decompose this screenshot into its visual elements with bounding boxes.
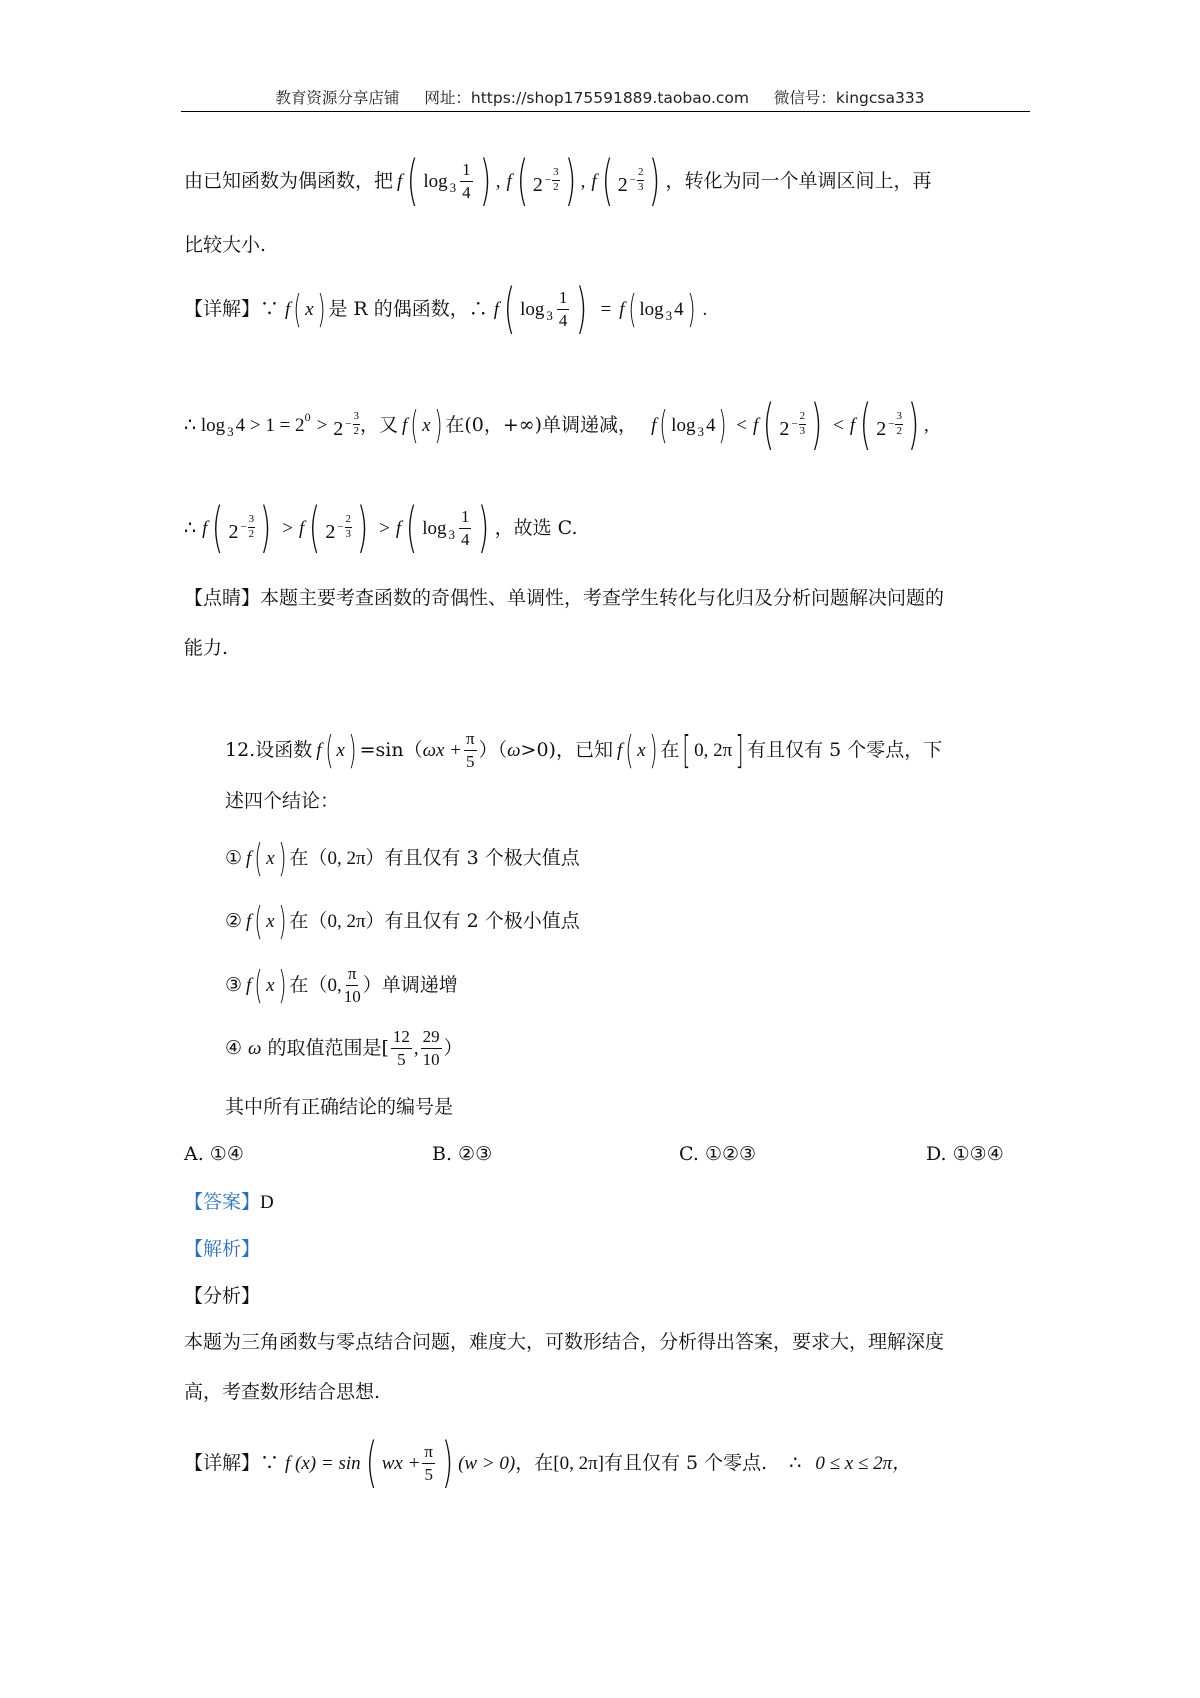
text: 有且仅有 5 个零点，下 xyxy=(747,738,943,761)
num: 1 xyxy=(459,508,472,529)
minus: − xyxy=(240,520,247,533)
fraction xyxy=(459,508,472,549)
exponent xyxy=(337,514,352,540)
option-c: C. ①②③ xyxy=(679,1143,757,1165)
math-interval: 0, 2π xyxy=(694,739,733,761)
question-stem xyxy=(225,727,942,773)
math-log: log xyxy=(639,298,664,320)
jiexi-tag: 【解析】 xyxy=(184,1238,261,1260)
exponent xyxy=(888,411,903,437)
paren-left: ( xyxy=(254,836,263,880)
den: 3 xyxy=(799,424,806,437)
den: 10 xyxy=(422,1049,440,1069)
paren-right: ) xyxy=(649,149,661,212)
paren-left: ( xyxy=(763,393,775,456)
exponent xyxy=(345,411,360,437)
fraction xyxy=(799,411,807,437)
math-lt: < xyxy=(736,414,747,436)
paren-left: ( xyxy=(410,403,419,447)
math-omega-x: ωx + xyxy=(422,739,462,761)
text: ② xyxy=(225,909,243,932)
num: 1 xyxy=(460,161,473,182)
math-x: x xyxy=(637,739,646,761)
text: ）单调递增 xyxy=(362,973,458,996)
period: . xyxy=(702,298,708,320)
math-eq: = xyxy=(600,298,612,320)
answer-tag: 【答案】 xyxy=(184,1191,261,1213)
paren-right: ) xyxy=(277,899,287,943)
line-5 xyxy=(184,496,578,559)
paren-left: ( xyxy=(625,728,634,772)
text: 是 R 的偶函数，∴ xyxy=(328,297,488,320)
answer-line xyxy=(184,1193,274,1212)
paren-left: ( xyxy=(503,277,516,340)
math-x: x xyxy=(266,910,275,932)
den: 4 xyxy=(460,529,470,549)
paren-right: ) xyxy=(576,277,588,340)
therefore: ∴ xyxy=(184,517,197,539)
num: 3 xyxy=(895,411,903,425)
math-four: 4 xyxy=(705,414,716,436)
paren-right: ) xyxy=(810,393,823,456)
paren-left: ( xyxy=(859,393,872,456)
base: 2 xyxy=(325,521,336,543)
num: π xyxy=(464,730,477,751)
paren-left: ( xyxy=(324,728,333,772)
fraction xyxy=(353,411,361,437)
den: 10 xyxy=(343,986,361,1006)
num: 3 xyxy=(552,167,560,181)
bracket-left: [ xyxy=(682,728,691,772)
math-sub: 3 xyxy=(665,307,673,323)
minus: − xyxy=(629,173,636,186)
conclusion-4 xyxy=(225,1025,463,1071)
minus: − xyxy=(337,520,344,533)
math-f: f xyxy=(202,517,208,539)
text: ）有且仅有 2 个极小值点 xyxy=(365,909,580,932)
line-2: 比较大小. xyxy=(184,234,267,256)
power xyxy=(779,411,806,439)
line-4 xyxy=(184,393,929,456)
text: ，转化为同一个单调区间上，再 xyxy=(665,169,932,192)
header-wechat: 微信号：kingcsa333 xyxy=(773,89,925,107)
den: 5 xyxy=(466,751,475,771)
paren-right: ) xyxy=(686,287,696,331)
power xyxy=(333,411,360,439)
paren-left: ( xyxy=(254,963,263,1007)
exponent xyxy=(545,167,560,193)
paren-right: ) xyxy=(907,393,920,456)
base: 2 xyxy=(228,521,239,543)
text: 由已知函数为偶函数，把 xyxy=(184,169,394,192)
math-f: f xyxy=(591,170,597,192)
text: ，又 xyxy=(360,413,399,436)
option-d: D. ①③④ xyxy=(926,1143,1004,1165)
header-url: 网址：https://shop175591889.taobao.com xyxy=(424,89,749,107)
line-3 xyxy=(184,277,708,340)
text: ） xyxy=(443,1036,463,1059)
fraction xyxy=(421,1028,442,1069)
text: ）有且仅有 3 个极大值点 xyxy=(365,846,580,869)
text: 在（ xyxy=(289,846,328,869)
math-four: 4 xyxy=(674,298,684,320)
math-log: log xyxy=(423,170,448,192)
fraction xyxy=(345,514,353,540)
comma: , xyxy=(580,170,586,192)
paren-left: ( xyxy=(627,287,636,331)
fraction xyxy=(895,411,903,437)
den: 2 xyxy=(553,180,559,193)
paren-right: ) xyxy=(479,149,491,212)
math-f: f xyxy=(298,517,305,539)
text: 在(0，+∞)单调递减， xyxy=(445,413,638,436)
paren-right: ) xyxy=(356,496,369,559)
comma: , xyxy=(495,170,501,192)
math-sub: 3 xyxy=(227,423,234,439)
text: 的取值范围是[ xyxy=(267,1036,389,1059)
text: 【详解】∵ xyxy=(184,1451,280,1474)
text: =sin（ xyxy=(359,738,423,761)
num: π xyxy=(346,965,359,986)
therefore: ∴ xyxy=(789,1452,802,1474)
math-cond: (w > 0) xyxy=(458,1452,516,1474)
den: 4 xyxy=(558,310,568,330)
minus: − xyxy=(791,417,798,430)
conclusion-3 xyxy=(225,962,458,1008)
analysis-1: 本题为三角函数与零点结合问题，难度大，可数形结合，分析得出答案，要求大，理解深度 xyxy=(184,1331,945,1353)
paren-right: ) xyxy=(441,1431,454,1494)
exponent xyxy=(791,411,806,437)
power xyxy=(228,514,255,542)
fraction xyxy=(460,161,473,202)
paren-left: ( xyxy=(254,899,263,943)
line-6: 【点睛】本题主要考查函数的奇偶性、单调性，考查学生转化与化归及分析问题解决问题的 xyxy=(184,587,945,609)
math-f: f xyxy=(246,847,252,869)
exponent xyxy=(240,514,255,540)
paren-right: ) xyxy=(433,403,443,447)
fraction xyxy=(637,167,645,193)
header-shop: 教育资源分享店铺 xyxy=(275,89,400,107)
paren-right: ) xyxy=(277,836,287,880)
math-gt: > xyxy=(316,414,328,436)
fraction xyxy=(391,1028,412,1069)
text: 12.设函数 xyxy=(225,738,313,761)
math-f: f xyxy=(402,414,408,436)
math-sub: 3 xyxy=(546,307,553,323)
fraction xyxy=(464,730,477,771)
power xyxy=(533,167,560,195)
math-f: f xyxy=(651,414,657,436)
line-1 xyxy=(184,149,932,212)
math-f: f xyxy=(395,517,402,539)
detail-line xyxy=(184,1431,912,1494)
base: 2 xyxy=(532,174,543,196)
fraction xyxy=(557,289,570,330)
math-sub: 3 xyxy=(449,179,457,195)
answer-value: D xyxy=(260,1192,274,1213)
comma: , xyxy=(413,1037,419,1059)
num: 2 xyxy=(345,514,353,528)
header-rule xyxy=(181,111,1030,112)
paren-right: ) xyxy=(277,963,287,1007)
bracket-right: ] xyxy=(735,728,744,772)
math-x: x xyxy=(266,847,275,869)
text: ① xyxy=(225,846,243,869)
paren-right: ) xyxy=(478,496,490,559)
den: 2 xyxy=(896,424,902,437)
paren-left: ( xyxy=(516,149,529,212)
power xyxy=(876,411,903,439)
math-f: f xyxy=(397,170,403,192)
paren-left: ( xyxy=(407,149,419,212)
math-x: x xyxy=(305,298,314,320)
text: ，在 xyxy=(515,1451,554,1474)
paren-left: ( xyxy=(293,287,302,331)
fraction xyxy=(552,167,560,193)
math-f: f xyxy=(506,170,512,192)
text: 【详解】∵ xyxy=(184,297,280,320)
text: ③ xyxy=(225,973,243,996)
den: 3 xyxy=(345,527,352,540)
math-f: f xyxy=(849,414,856,436)
math-gt: > xyxy=(379,517,390,539)
minus: − xyxy=(888,417,895,430)
paren-left: ( xyxy=(365,1431,377,1494)
paren-left: ( xyxy=(212,496,224,559)
num: 1 xyxy=(557,289,570,310)
math-f: f xyxy=(493,298,500,320)
den: 4 xyxy=(462,182,471,202)
math-interval: [0, 2π] xyxy=(553,1452,604,1474)
text: ④ xyxy=(225,1036,243,1059)
den: 5 xyxy=(424,1464,433,1484)
fraction xyxy=(422,1443,435,1484)
text: ，故选 C. xyxy=(494,516,578,539)
num: 2 xyxy=(799,411,807,425)
text: 在（ xyxy=(289,909,328,932)
math-x: x xyxy=(266,974,275,996)
question-ask: 其中所有正确结论的编号是 xyxy=(225,1096,454,1118)
base: 2 xyxy=(779,418,790,440)
base: 2 xyxy=(617,174,628,196)
num: 3 xyxy=(248,514,256,528)
num: 29 xyxy=(421,1028,442,1049)
math-log: log xyxy=(520,298,545,320)
text: 在 xyxy=(660,738,680,761)
math-sup: 0 xyxy=(304,410,311,424)
den: 2 xyxy=(353,424,359,437)
paren-right: ) xyxy=(316,287,326,331)
math-chain2: 4 > 1 = 2 xyxy=(235,414,305,436)
math-chain: ∴ log xyxy=(184,414,226,436)
den: 3 xyxy=(637,180,644,193)
conclusion-1 xyxy=(225,838,580,878)
math-x: x xyxy=(422,414,431,436)
math-log: log xyxy=(671,414,696,436)
question-stem-2: 述四个结论： xyxy=(225,790,340,812)
text: 在（ xyxy=(289,973,328,996)
math-f: f xyxy=(616,739,623,761)
paren-left: ( xyxy=(405,496,418,559)
den: 5 xyxy=(397,1049,406,1069)
math-gt: > xyxy=(282,517,293,539)
math-sub: 3 xyxy=(448,526,455,542)
line-7: 能力. xyxy=(184,637,229,659)
paren-right: ) xyxy=(648,728,657,772)
power xyxy=(325,514,352,542)
num: 12 xyxy=(391,1028,412,1049)
math-log: log xyxy=(422,517,447,539)
fenxi-tag: 【分析】 xyxy=(184,1285,261,1307)
math-omega: ω xyxy=(507,739,521,761)
exponent xyxy=(630,167,645,193)
paren-left: ( xyxy=(601,149,614,212)
paren-right: ) xyxy=(564,149,576,212)
math-f: f xyxy=(753,414,759,436)
math-x: x xyxy=(336,739,345,761)
math-wx: wx + xyxy=(381,1452,421,1474)
math-interval: 0, 2π xyxy=(327,847,366,869)
den: 2 xyxy=(248,527,255,540)
analysis-2: 高，考查数形结合思想. xyxy=(184,1381,381,1403)
math-f: f xyxy=(246,974,252,996)
math-f: f xyxy=(285,298,291,320)
comma: , xyxy=(924,414,929,436)
math-text: 0, xyxy=(327,974,342,996)
math-sin: f (x) = sin xyxy=(285,1452,361,1474)
math-f: f xyxy=(316,739,322,761)
base: 2 xyxy=(876,418,887,440)
math-omega: ω xyxy=(248,1037,262,1059)
conclusion-2 xyxy=(225,901,580,941)
math-f: f xyxy=(246,910,252,932)
fraction xyxy=(344,965,361,1006)
math-interval: 0, 2π xyxy=(327,910,366,932)
paren-left: ( xyxy=(308,496,321,559)
math-sub: 3 xyxy=(697,423,704,439)
option-b: B. ②③ xyxy=(432,1143,493,1165)
text: >0)，已知 xyxy=(520,738,613,761)
paren-left: ( xyxy=(659,403,668,447)
num: 2 xyxy=(637,167,645,181)
page-header xyxy=(0,86,1200,108)
num: π xyxy=(422,1443,435,1464)
minus: − xyxy=(345,417,352,430)
paren-right: ) xyxy=(259,496,272,559)
power xyxy=(618,167,645,195)
math-range: 0 ≤ x ≤ 2π， xyxy=(815,1452,912,1474)
text: 有且仅有 5 个零点. xyxy=(604,1451,768,1474)
fraction xyxy=(248,514,256,540)
minus: − xyxy=(544,173,552,186)
paren-right: ) xyxy=(718,403,727,447)
base: 2 xyxy=(333,418,344,440)
text: ）（ xyxy=(478,738,508,761)
option-a: A. ①④ xyxy=(184,1143,244,1165)
num: 3 xyxy=(353,411,361,425)
paren-right: ) xyxy=(348,728,357,772)
math-f: f xyxy=(619,298,625,320)
math-lt: < xyxy=(833,414,844,436)
